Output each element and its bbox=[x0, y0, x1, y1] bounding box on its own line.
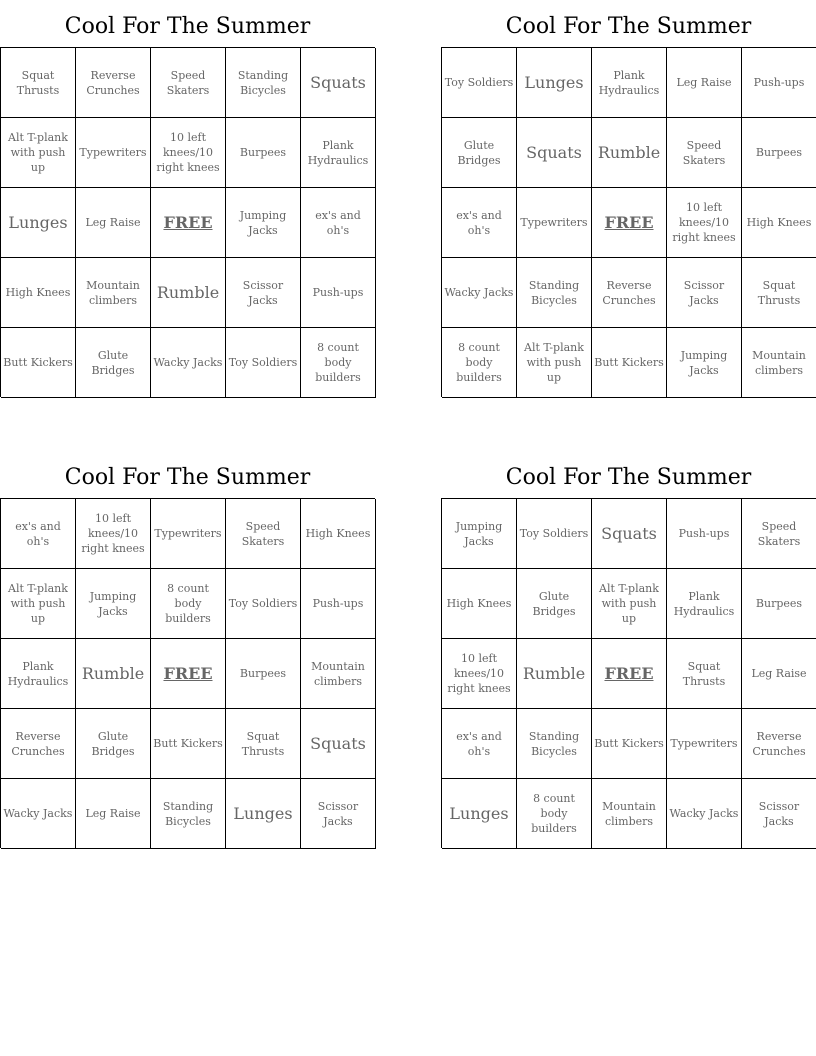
bingo-cell: Scissor Jacks bbox=[742, 779, 816, 849]
bingo-cell: Typewriters bbox=[517, 188, 592, 258]
bingo-cell: 10 left knees/10 right knees bbox=[442, 639, 517, 709]
bingo-cell: Toy Soldiers bbox=[442, 48, 517, 118]
bingo-cell: ex's and oh's bbox=[1, 499, 76, 569]
bingo-cell: Squats bbox=[301, 48, 376, 118]
bingo-cell: Plank Hydraulics bbox=[1, 639, 76, 709]
bingo-cell: Burpees bbox=[226, 639, 301, 709]
bingo-grid bbox=[441, 498, 816, 848]
bingo-cell: Glute Bridges bbox=[76, 328, 151, 398]
bingo-cell: Push-ups bbox=[742, 48, 816, 118]
bingo-cell: Rumble bbox=[517, 639, 592, 709]
bingo-cell: Leg Raise bbox=[76, 188, 151, 258]
bingo-cell: Burpees bbox=[226, 118, 301, 188]
bingo-cell: Butt Kickers bbox=[1, 328, 76, 398]
bingo-cell: Standing Bicycles bbox=[517, 709, 592, 779]
bingo-grid bbox=[441, 47, 816, 397]
bingo-cell: Speed Skaters bbox=[226, 499, 301, 569]
bingo-cell: High Knees bbox=[301, 499, 376, 569]
bingo-cell: Typewriters bbox=[76, 118, 151, 188]
bingo-cell: Alt T-plank with push up bbox=[592, 569, 667, 639]
bingo-cell: Wacky Jacks bbox=[151, 328, 226, 398]
card-title: Cool For The Summer bbox=[505, 14, 752, 39]
bingo-cell: Alt T-plank with push up bbox=[1, 118, 76, 188]
free-space-cell: FREE bbox=[592, 639, 667, 709]
card-title: Cool For The Summer bbox=[505, 465, 752, 490]
bingo-cell: High Knees bbox=[1, 258, 76, 328]
bingo-cell: Reverse Crunches bbox=[1, 709, 76, 779]
free-space-cell: FREE bbox=[592, 188, 667, 258]
bingo-cell: ex's and oh's bbox=[442, 188, 517, 258]
bingo-cell: Jumping Jacks bbox=[667, 328, 742, 398]
bingo-cell: Leg Raise bbox=[742, 639, 816, 709]
bingo-cell: Typewriters bbox=[667, 709, 742, 779]
bingo-cell: Standing Bicycles bbox=[517, 258, 592, 328]
card-title: Cool For The Summer bbox=[64, 14, 311, 39]
bingo-cell: Butt Kickers bbox=[592, 709, 667, 779]
bingo-cell: Lunges bbox=[517, 48, 592, 118]
bingo-cell: Glute Bridges bbox=[442, 118, 517, 188]
bingo-cell: Squat Thrusts bbox=[226, 709, 301, 779]
bingo-cell: Scissor Jacks bbox=[301, 779, 376, 849]
bingo-cell: Squats bbox=[517, 118, 592, 188]
bingo-cell: Mountain climbers bbox=[301, 639, 376, 709]
bingo-cell: Butt Kickers bbox=[592, 328, 667, 398]
bingo-cell: Butt Kickers bbox=[151, 709, 226, 779]
bingo-cell: Rumble bbox=[592, 118, 667, 188]
bingo-cell: High Knees bbox=[742, 188, 816, 258]
bingo-cell: Speed Skaters bbox=[667, 118, 742, 188]
free-space-cell: FREE bbox=[151, 639, 226, 709]
bingo-cell: Wacky Jacks bbox=[442, 258, 517, 328]
bingo-cell: Squats bbox=[301, 709, 376, 779]
bingo-cell: Glute Bridges bbox=[517, 569, 592, 639]
bingo-cell: 10 left knees/10 right knees bbox=[76, 499, 151, 569]
bingo-cell: Burpees bbox=[742, 569, 816, 639]
bingo-cell: 8 count body builders bbox=[517, 779, 592, 849]
bingo-grid bbox=[0, 47, 375, 397]
bingo-cell: Rumble bbox=[151, 258, 226, 328]
bingo-cell: Scissor Jacks bbox=[226, 258, 301, 328]
bingo-cell: Alt T-plank with push up bbox=[1, 569, 76, 639]
bingo-cell: Mountain climbers bbox=[592, 779, 667, 849]
bingo-cell: Push-ups bbox=[301, 258, 376, 328]
bingo-cell: Reverse Crunches bbox=[592, 258, 667, 328]
bingo-cell: Alt T-plank with push up bbox=[517, 328, 592, 398]
bingo-cell: Reverse Crunches bbox=[742, 709, 816, 779]
bingo-cell: Reverse Crunches bbox=[76, 48, 151, 118]
bingo-cell: 10 left knees/10 right knees bbox=[667, 188, 742, 258]
bingo-cell: Toy Soldiers bbox=[226, 328, 301, 398]
bingo-cell: Mountain climbers bbox=[76, 258, 151, 328]
bingo-cell: Toy Soldiers bbox=[226, 569, 301, 639]
bingo-cell: Speed Skaters bbox=[742, 499, 816, 569]
bingo-cell: ex's and oh's bbox=[301, 188, 376, 258]
bingo-cell: Push-ups bbox=[301, 569, 376, 639]
free-space-cell: FREE bbox=[151, 188, 226, 258]
bingo-cell: Glute Bridges bbox=[76, 709, 151, 779]
card-title: Cool For The Summer bbox=[64, 465, 311, 490]
bingo-cell: ex's and oh's bbox=[442, 709, 517, 779]
bingo-cell: Standing Bicycles bbox=[226, 48, 301, 118]
bingo-cell: 8 count body builders bbox=[301, 328, 376, 398]
bingo-cell: Squat Thrusts bbox=[667, 639, 742, 709]
bingo-cell: Leg Raise bbox=[76, 779, 151, 849]
bingo-cell: 10 left knees/10 right knees bbox=[151, 118, 226, 188]
bingo-cell: Jumping Jacks bbox=[76, 569, 151, 639]
bingo-cell: Lunges bbox=[226, 779, 301, 849]
bingo-cell: Lunges bbox=[442, 779, 517, 849]
bingo-cell: Wacky Jacks bbox=[667, 779, 742, 849]
bingo-cell: Plank Hydraulics bbox=[592, 48, 667, 118]
bingo-cell: Burpees bbox=[742, 118, 816, 188]
bingo-cell: Squats bbox=[592, 499, 667, 569]
bingo-cell: Jumping Jacks bbox=[442, 499, 517, 569]
bingo-cell: 8 count body builders bbox=[151, 569, 226, 639]
bingo-cell: High Knees bbox=[442, 569, 517, 639]
bingo-cell: Lunges bbox=[1, 188, 76, 258]
bingo-cell: Standing Bicycles bbox=[151, 779, 226, 849]
bingo-cell: Leg Raise bbox=[667, 48, 742, 118]
bingo-cell: Scissor Jacks bbox=[667, 258, 742, 328]
bingo-cell: Wacky Jacks bbox=[1, 779, 76, 849]
bingo-cell: Speed Skaters bbox=[151, 48, 226, 118]
bingo-cell: Toy Soldiers bbox=[517, 499, 592, 569]
bingo-cell: Squat Thrusts bbox=[1, 48, 76, 118]
bingo-cell: 8 count body builders bbox=[442, 328, 517, 398]
bingo-cell: Squat Thrusts bbox=[742, 258, 816, 328]
bingo-cell: Rumble bbox=[76, 639, 151, 709]
bingo-cell: Mountain climbers bbox=[742, 328, 816, 398]
bingo-cell: Push-ups bbox=[667, 499, 742, 569]
bingo-grid bbox=[0, 498, 375, 848]
bingo-cell: Plank Hydraulics bbox=[301, 118, 376, 188]
bingo-cell: Typewriters bbox=[151, 499, 226, 569]
bingo-cell: Jumping Jacks bbox=[226, 188, 301, 258]
bingo-cell: Plank Hydraulics bbox=[667, 569, 742, 639]
